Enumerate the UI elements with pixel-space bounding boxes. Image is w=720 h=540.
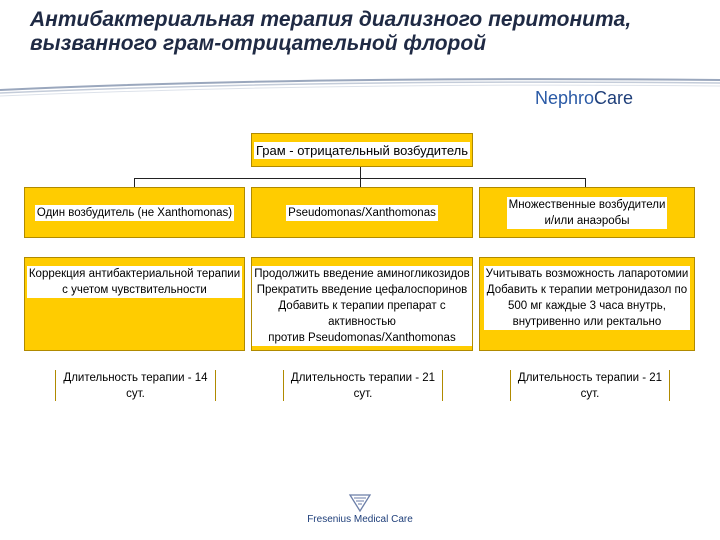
duration-label-1: Длительность терапии - 14 сут.: [56, 370, 215, 402]
connector-left-drop: [134, 178, 135, 187]
duration-node-2: [283, 370, 443, 401]
brand-part-1: Nephro: [535, 88, 595, 108]
action-node-1: [24, 257, 245, 351]
connector-right-drop: [585, 178, 586, 187]
duration-label-3: Длительность терапии - 21 сут.: [511, 370, 669, 402]
root-node-label: Грам - отрицательный возбудитель: [255, 142, 469, 158]
action-label-1: Коррекция антибактериальной терапии с учетом чувствительности: [28, 268, 241, 296]
condition-node-1: [24, 187, 245, 238]
condition-node-3: [479, 187, 695, 238]
action-label-3: Учитывать возможность лапаротомии Добавить к терапии метронидазол по 500 мг каждые 3 часа внутрь, внутривенно или ректально: [485, 268, 689, 328]
brand-part-2: Care: [594, 88, 634, 108]
fresenius-logo-icon: [348, 493, 372, 513]
root-node: [251, 133, 473, 167]
slide-title: Антибактериальная терапия диализного перитонита, вызванного грам-отрицательной флорой: [30, 8, 632, 55]
condition-node-2: [251, 187, 473, 238]
footer-company-name: Fresenius Medical Care: [307, 514, 413, 525]
nephrocare-logo: [535, 88, 633, 109]
condition-label-1: Один возбудитель (не Xanthomonas): [36, 206, 233, 219]
condition-label-3: Множественные возбудители и/или анаэробы: [508, 198, 666, 227]
connector-root-down: [360, 167, 361, 178]
action-label-2: Продолжить введение аминогликозидов Прекратить введение цефалоспоринов Добавить к терапии препарат с активностью против Pseudomonas/Xanthomonas: [252, 266, 472, 346]
duration-label-2: Длительность терапии - 21 сут.: [284, 370, 442, 402]
action-node-2: [251, 257, 473, 351]
duration-node-3: [510, 370, 670, 401]
duration-node-1: [55, 370, 216, 401]
connector-middle-drop: [360, 178, 361, 187]
condition-label-2: Pseudomonas/Xanthomonas: [288, 206, 436, 219]
action-node-3: [479, 257, 695, 351]
